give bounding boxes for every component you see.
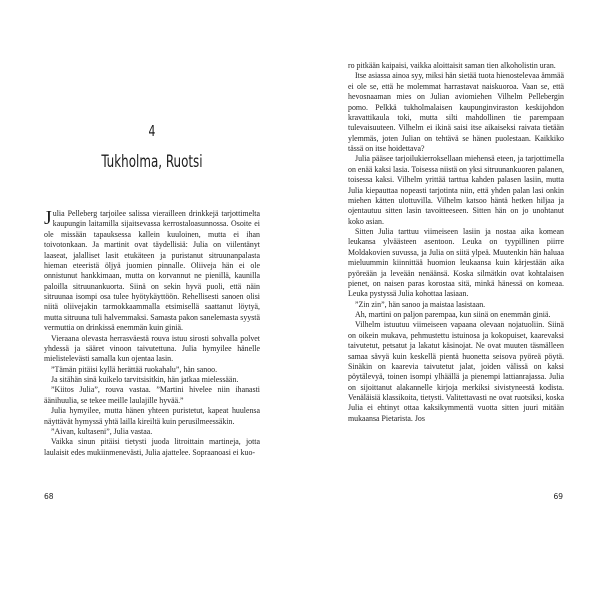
paragraph: Julia Pelleberg tarjoilee salissa vierailleen drinkkejä tarjottimelta kaupungin laitamilla sijaitsevassa kerrostaloasunnossa. Osoite ei ole missään tapauksessa kallein kuuloinen, mutta ei ihan toivotonkaan. Ja martinit ovat täydellisiä: Julia on viilentänyt laaseat, jalalliset lasit etukäteen ja puristanut sitruunanpalasta hieman eteeristä öljyä juomien pinnalle. Oliiveja hän ei ole onnistunut hankkimaan, mutta on korvannut ne pienillä, kaunilla paloilla sitruunankuorta. Siinä on sekin hyvä puoli, että näin sitruunaa isompi osa tulee hyötykäyttöön. Rehellisesti sanoen olisi niitä oliivejakin tarmokkaammalla etsimisellä saattanut löytyä, mutta sitruuna tuli halvemmaksi. Samasta pakon sanelemasta syystä vermuttia on drinkissä enemmän kuin giniä. bbox=[44, 207, 260, 333]
paragraph: Julia pääsee tarjoilukierroksellaan miehensä eteen, ja tarjottimella on enää kaksi lasia. Toisessa niistä on yksi sitruunankuoren palanen, toisessa kaksi. Vilhelm yrittää tarttua kahden palasen lasiin, mutta Julia kiepauttaa nopeasti tarjotinta niin, että yhden palan lasi onkin miehen kätten ulottuvilla. Vilhelm katsoo häntä hetken hiljaa ja ojentautuu sitten lasin tavoitteeseen. Sitten hän on jo unohtanut koko asian. bbox=[348, 154, 564, 226]
left-body-text bbox=[44, 209, 260, 458]
paragraph: ”Zin zin”, hän sanoo ja maistaa lasistaan. bbox=[355, 299, 486, 309]
paragraph: Ah, martini on paljon parempaa, kun siinä on enemmän giniä. bbox=[355, 310, 551, 319]
right-body-text bbox=[348, 61, 564, 424]
paragraph: Ja sitähän sinä kuikelo tarvitsisitkin, hän jatkaa mielessään. bbox=[51, 375, 239, 384]
paragraph: ”Tämän pitäisi kyllä herättää ruokahalu”, hän sanoo. bbox=[51, 364, 218, 374]
paragraph: Vaikka sinun pitäisi tietysti juoda litroittain martineja, jotta laulaisit edes mukiinmenevästi, Julia ajattelee. Sopraanoasi ei kuo- bbox=[44, 437, 260, 457]
chapter-number: 4 bbox=[148, 122, 156, 140]
paragraph: Vieraana olevasta herrasväestä rouva istuu sirosti sohvalla polvet yhdessä ja sääret vinoon taivutettuna. Julia hymyilee hänelle mielistelevästi samalla kun ojentaa lasin. bbox=[44, 333, 260, 364]
paragraph: Itse asiassa ainoa syy, miksi hän sietää tuota hienostelevaa ämmää ei ole se, että he molemmat harrastavat naiskuoroa. Vaan se, että hevosnaaman mies on Julian aviomiehen Vilhelm Pellebergin pomo. Pelkkä tukholmalaisen kaupunginviraston keskijohdon kravattikaula toki, mutta silti mahdollinen tie parempaan tulevaisuuteen. Vilhelm ei ikinä saisi itse aikaiseksi raivata tietään ylemmäs, joten Julian on tehtävä se hänen puolestaan. Kaikkiko tässä on itse hoidettava? bbox=[348, 71, 564, 153]
page-number: 69 bbox=[553, 492, 563, 501]
paragraph: ro pitkään kaipaisi, vaikka aloittaisit saman tien alkoholistin uran. bbox=[348, 61, 556, 70]
paragraph: Vilhelm istuutuu viimeiseen vapaana olevaan nojatuoliin. Siinä on oikein mukava, pehmustettu istuinosa ja kokopuiset, kaarevaksi taivutetut, petsatut ja lakatut käsinojat. Ne ovat muuten täsmälleen samaa sävyä kuin keskellä pientä huonetta seisova pyöreä pöytä. Sinäkin on kaarevia taivutetut jalat, joiden välissä on kaksi pöytälevyä, toinen isompi ylhäällä ja pienempi lattianrajassa. Julia on sijoittanut alakannelle kirjoja merkiksi sivistyneestä kodista. Venäläisiä klassikoita, tietysti. Valitettavasti ne ovat ruotsiksi, koska Julia ei ehtinyt ottaa kaksikymmentä vuotta sitten juuri mitään mukaansa Pietarista. Jos bbox=[348, 320, 564, 423]
paragraph: ”Aivan, kultaseni”, Julia vastaa. bbox=[51, 426, 153, 436]
chapter-title: Tukholma, Ruotsi bbox=[101, 152, 203, 172]
paragraph: Julia hymyilee, mutta hänen yhteen puristetut, kapeat huulensa näyttävät hymyssä yhtä lailla kireiltä kuin perusilmeessäkin. bbox=[44, 406, 260, 426]
paragraph: Sitten Julia tarttuu viimeiseen lasiin ja nostaa aika komean leukansa ylväästeen asentoon. Leuka on tyypillinen piirre Moldakovien suvussa, ja Julia on siitä ylpeä. Muutenkin hän haluaa mieluummin kiinnittää huomion leukaansa kuin kärjestään aika pyöreään ja leveään nenäänsä. Koska silmätkin ovat kohtalaisen pienet, on naisen paras korostaa sitä, minkä hänessä on komeaa. Leuka pystyssä Julia kohottaa lasiaan. bbox=[348, 227, 564, 299]
page-number: 68 bbox=[44, 492, 54, 501]
paragraph: ”Kiitos Julia”, rouva vastaa. ”Martini hivelee niin ihanasti äänihuulia, se tekee meille laulajille hyvää.” bbox=[44, 385, 260, 405]
right-page bbox=[300, 0, 600, 600]
